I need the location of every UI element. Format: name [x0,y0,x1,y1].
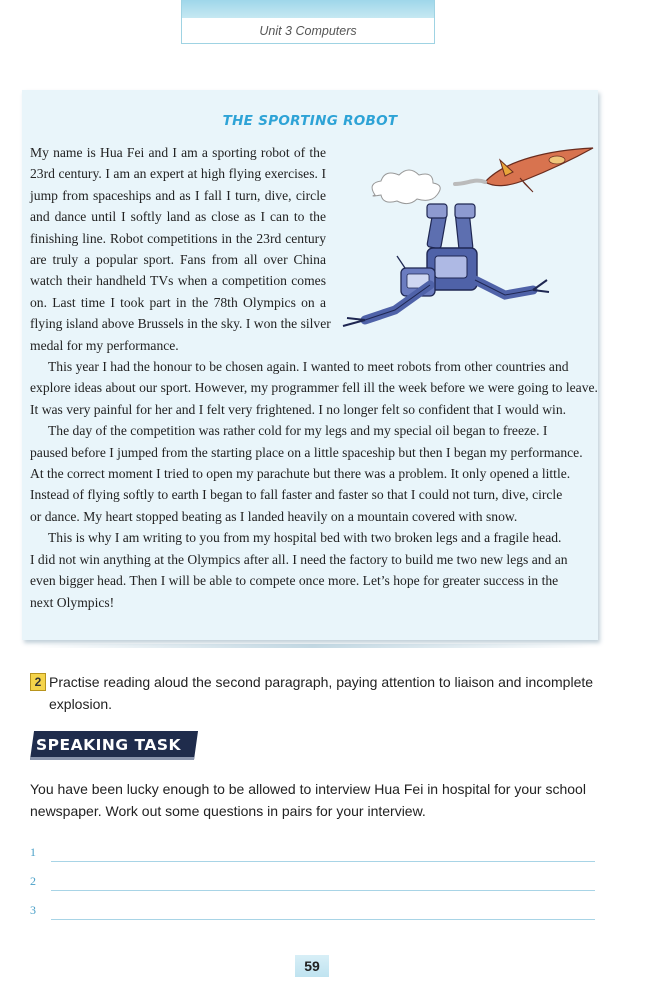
text-line: At the correct moment I tried to open my parachute but there was a problem. It only opened a little. [30,466,571,481]
answer-number: 1 [30,845,36,859]
text-line: medal for my performance. [30,338,179,353]
text-line: watch their handheld TVs when a competition comes [30,273,326,288]
text-line: are truly a popular sport. Fans from all over China [30,252,326,267]
text-line: on. Last time I took part in the 78th Olympics on a [30,295,326,310]
text-line: next Olympics! [30,595,115,610]
speaking-task-title: SPEAKING TASK [36,736,182,754]
text-line: paused before I jumped from the starting place on a little spaceship but then I began my performance. [30,445,583,460]
answer-rule [51,861,595,862]
answer-number: 3 [30,903,36,917]
answer-number: 2 [30,874,36,888]
robot-figure [343,204,549,326]
text-line: This year I had the honour to be chosen again. I wanted to meet robots from other countries and [48,359,569,374]
text-line: Instead of flying softly to earth I began to fall faster and faster so that I could not turn, dive, circle [30,487,563,502]
text-line: It was very painful for her and I felt very frightened. I no longer felt so confident that I would win. [30,402,567,417]
text-line: even bigger head. Then I will be able to compete once more. Let’s hope for greater success in the [30,573,559,588]
task-number-badge: 2 [30,673,46,691]
story-title: THE SPORTING ROBOT [222,113,398,129]
task-instruction: Practise reading aloud the second paragraph, paying attention to liaison and incomplete explosion. [49,674,594,712]
header-decoration [182,0,434,18]
answer-line[interactable] [30,874,595,891]
answer-line[interactable] [30,845,595,862]
text-line: jump from spaceships and as I fall I turn, dive, circle [30,188,326,203]
text-line: or dance. My heart stopped beating as I landed heavily on a mountain covered with snow. [30,509,518,524]
answer-rule [51,890,595,891]
text-line: My name is Hua Fei and I am a sporting robot of the [30,145,326,160]
unit-header [181,0,435,44]
text-line: The day of the competition was rather cold for my legs and my special oil began to freeze. I [48,423,548,438]
text-line: and dance until I softly land as close as I can to the [30,209,326,224]
panel-shadow [35,644,590,648]
answer-line[interactable] [30,903,595,920]
text-line: I did not win anything at the Olympics after all. I need the factory to build me two new legs and an [30,552,568,567]
robot-illustration [335,140,597,350]
text-line: flying island above Brussels in the sky. I won the silver [30,316,331,331]
text-line: explore ideas about our sport. However, my programmer fell ill the week before we were going to leave. [30,380,598,395]
speaking-task-description: You have been lucky enough to be allowed to interview Hua Fei in hospital for your school newspaper. Work out some questions in pairs for your interview. [30,781,586,819]
text-line: This is why I am writing to you from my hospital bed with two broken legs and a fragile head. [48,530,562,545]
unit-title: Unit 3 Computers [259,24,357,38]
text-line: finishing line. Robot competitions in the 23rd century [30,231,326,246]
answer-rule [51,919,595,920]
spaceship-icon [455,148,593,192]
text-line: 23rd century. I am an expert at high flying exercises. I [30,166,326,181]
page-number: 59 [295,955,329,977]
cloud-icon [372,170,440,204]
